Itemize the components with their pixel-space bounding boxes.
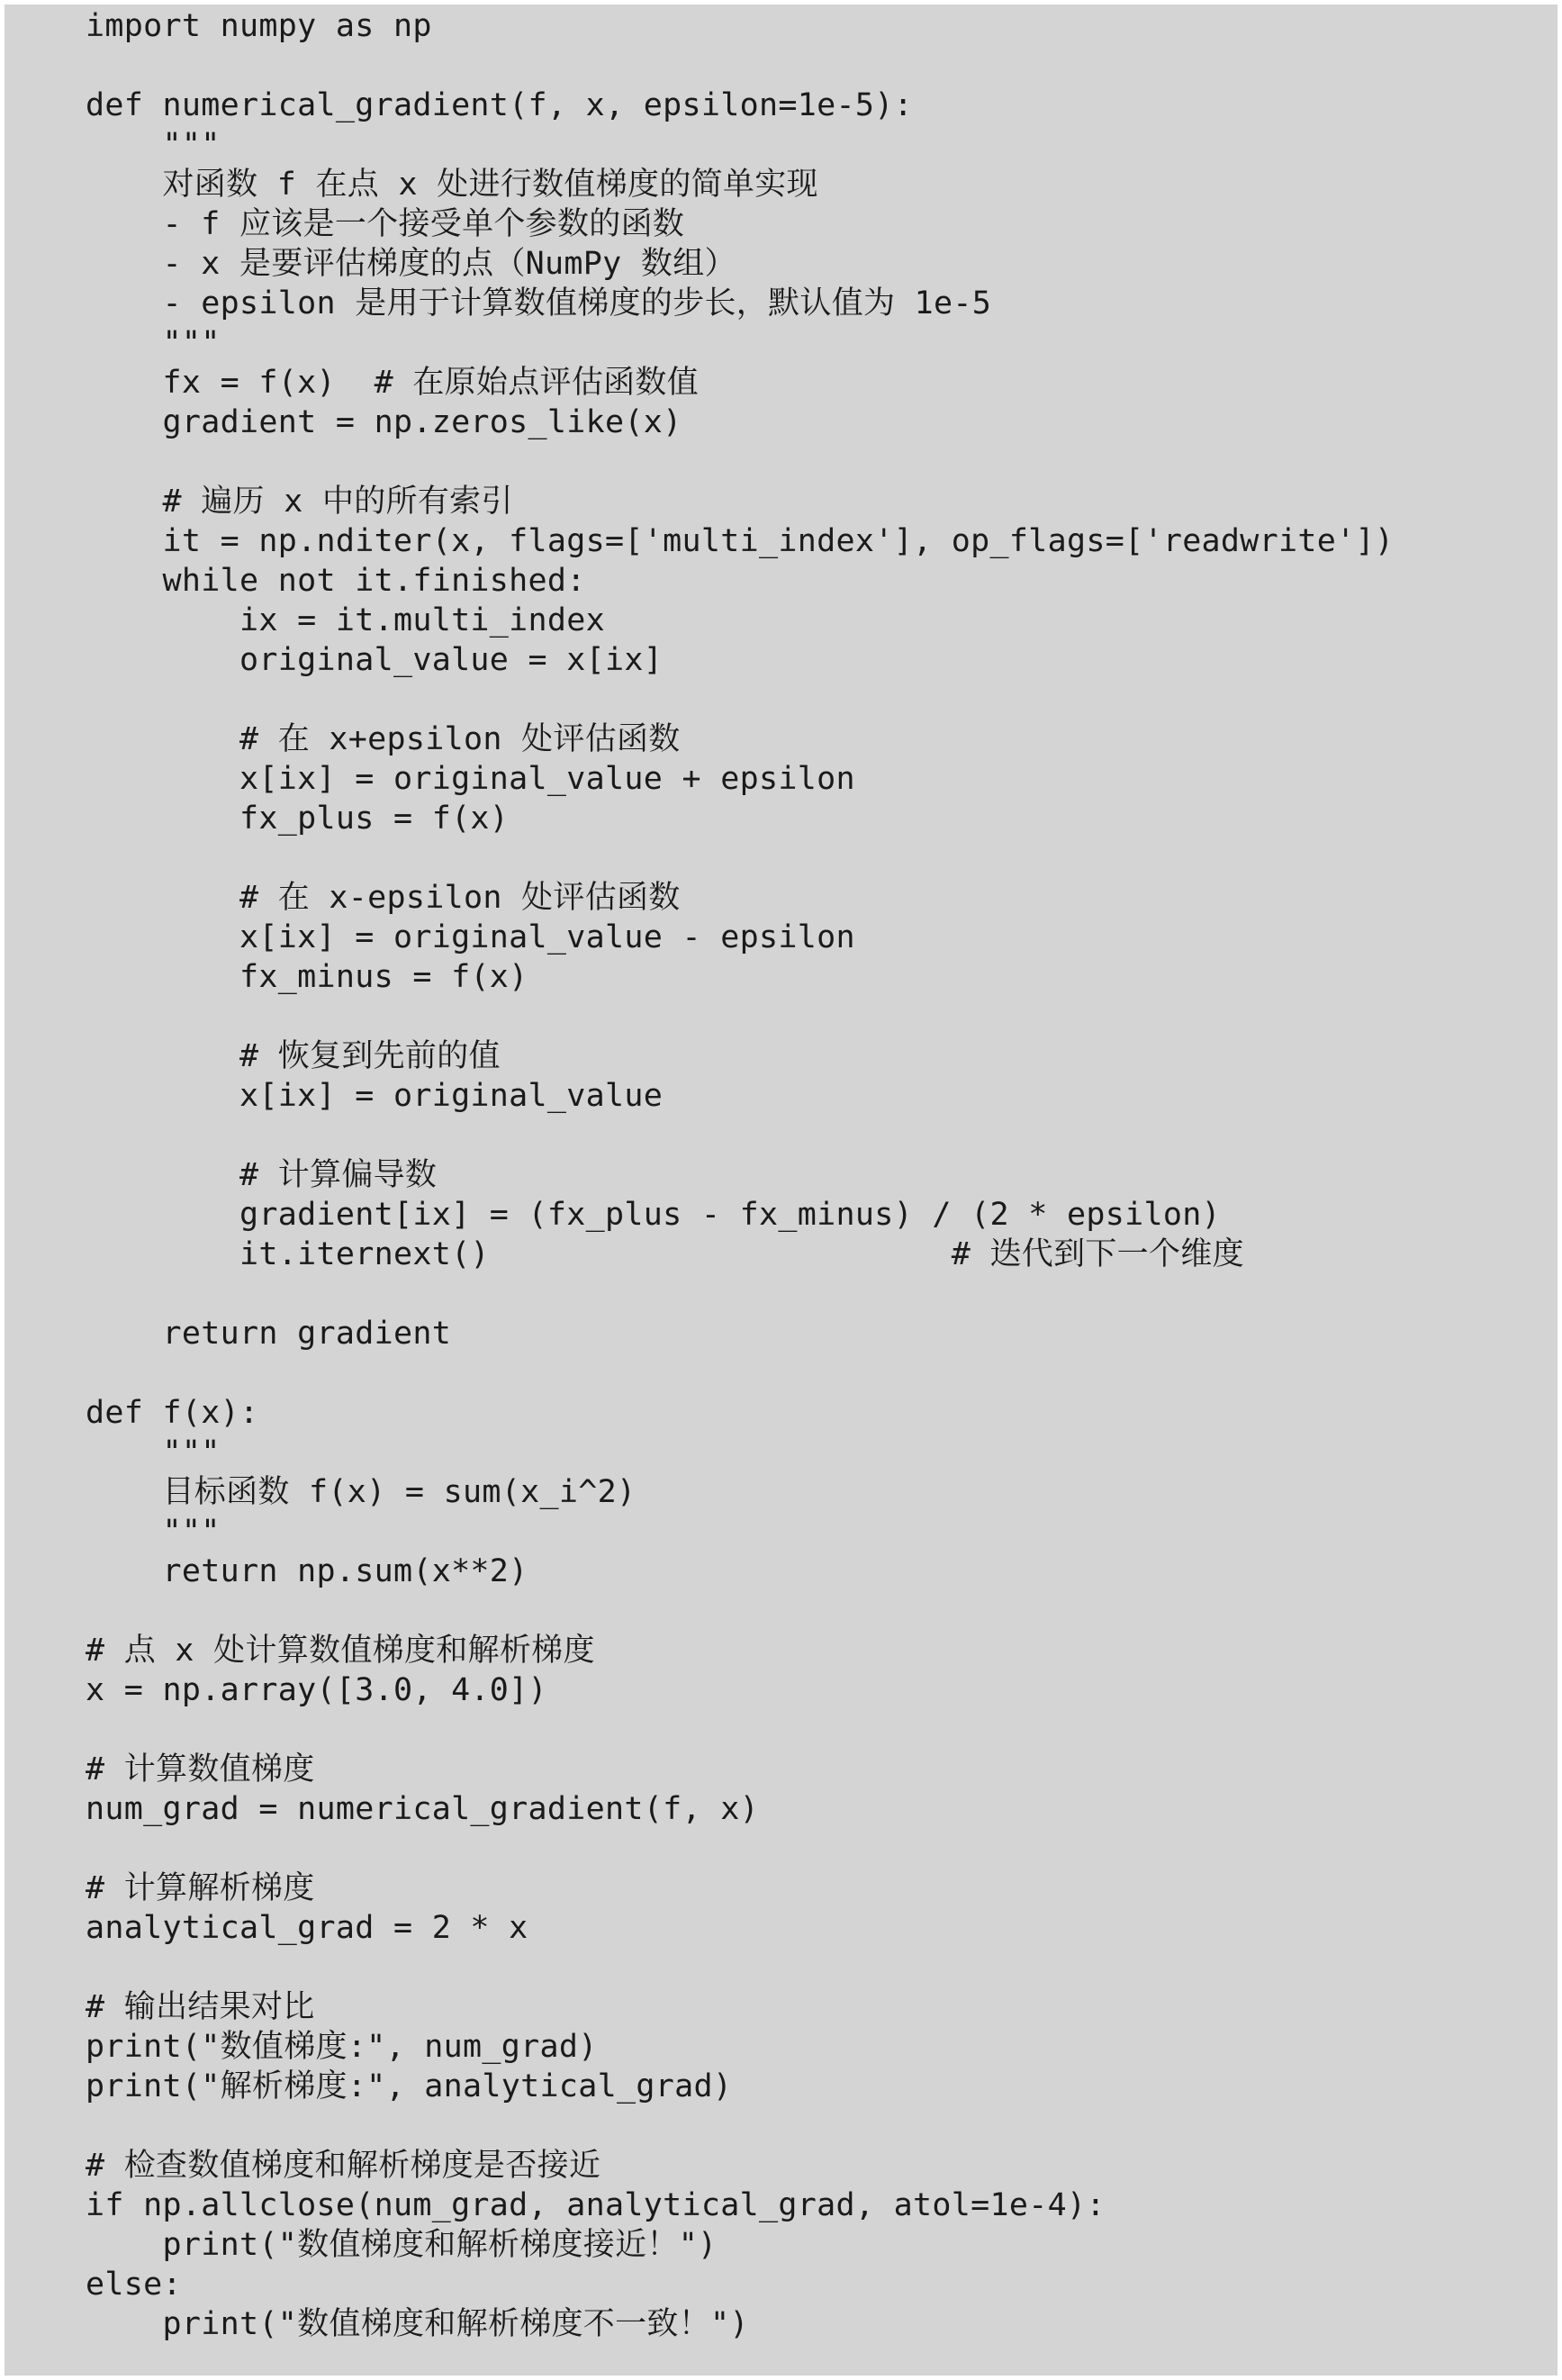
code-line: """ — [86, 127, 221, 163]
code-line: print("解析梯度:", analytical_grad) — [86, 2068, 733, 2104]
code-line: # 在 x+epsilon 处评估函数 — [86, 721, 681, 757]
code-line: ix = it.multi_index — [86, 602, 606, 638]
code-line: fx_plus = f(x) — [86, 801, 510, 837]
code-line: """ — [86, 325, 221, 361]
code-line: while not it.finished: — [86, 563, 586, 599]
code-line: print("数值梯度和解析梯度不一致！") — [86, 2306, 749, 2342]
code-line: def f(x): — [86, 1395, 259, 1431]
code-line: print("数值梯度:", num_grad) — [86, 2029, 598, 2065]
code-line: fx = f(x) # 在原始点评估函数值 — [86, 365, 700, 401]
code-line: """ — [86, 1434, 221, 1471]
code-line: # 检查数值梯度和解析梯度是否接近 — [86, 2148, 601, 2184]
code-line: print("数值梯度和解析梯度接近！") — [86, 2227, 718, 2263]
code-line: # 输出结果对比 — [86, 1989, 315, 2025]
code-line: # 计算偏导数 — [86, 1157, 438, 1193]
code-line: - epsilon 是用于计算数值梯度的步长，默认值为 1e-5 — [86, 285, 992, 321]
code-line: return gradient — [86, 1316, 452, 1352]
code-line: else: — [86, 2267, 182, 2303]
code-line: # 计算解析梯度 — [86, 1870, 315, 1906]
code-line: # 遍历 x 中的所有索引 — [86, 484, 513, 520]
code-line: return np.sum(x**2) — [86, 1553, 528, 1589]
code-line: gradient[ix] = (fx_plus - fx_minus) / (2 * epsilon) — [86, 1197, 1221, 1233]
code-line: fx_minus = f(x) — [86, 959, 528, 995]
code-line: # 在 x-epsilon 处评估函数 — [86, 880, 681, 916]
code-line: x[ix] = original_value + epsilon — [86, 761, 855, 797]
code-line: it = np.nditer(x, flags=['multi_index'], op_flags=['readwrite']) — [86, 523, 1395, 559]
code-line: analytical_grad = 2 * x — [86, 1910, 528, 1946]
code-line: x[ix] = original_value — [86, 1078, 664, 1114]
code-line: gradient = np.zeros_like(x) — [86, 404, 682, 440]
code-line: x = np.array([3.0, 4.0]) — [86, 1672, 547, 1708]
code-line: it.iternext() # 迭代到下一个维度 — [86, 1236, 1244, 1272]
code-line: - x 是要评估梯度的点（NumPy 数组） — [86, 246, 736, 282]
code-line: def numerical_gradient(f, x, epsilon=1e-5): — [86, 87, 913, 123]
code-line: x[ix] = original_value - epsilon — [86, 919, 855, 955]
code-line: 对函数 f 在点 x 处进行数值梯度的简单实现 — [86, 167, 818, 203]
code-listing-panel — [5, 5, 1557, 2375]
code-line: """ — [86, 1514, 221, 1550]
code-line: if np.allclose(num_grad, analytical_grad, atol=1e-4): — [86, 2187, 1106, 2223]
code-line: # 点 x 处计算数值梯度和解析梯度 — [86, 1633, 595, 1669]
code-line: 目标函数 f(x) = sum(x_i^2) — [86, 1474, 637, 1510]
code-line: import numpy as np — [86, 8, 432, 44]
code-line: num_grad = numerical_gradient(f, x) — [86, 1791, 760, 1827]
code-line: # 恢复到先前的值 — [86, 1038, 501, 1074]
code-line: original_value = x[ix] — [86, 642, 664, 678]
code-line: # 计算数值梯度 — [86, 1751, 315, 1787]
code-line: - f 应该是一个接受单个参数的函数 — [86, 206, 685, 242]
